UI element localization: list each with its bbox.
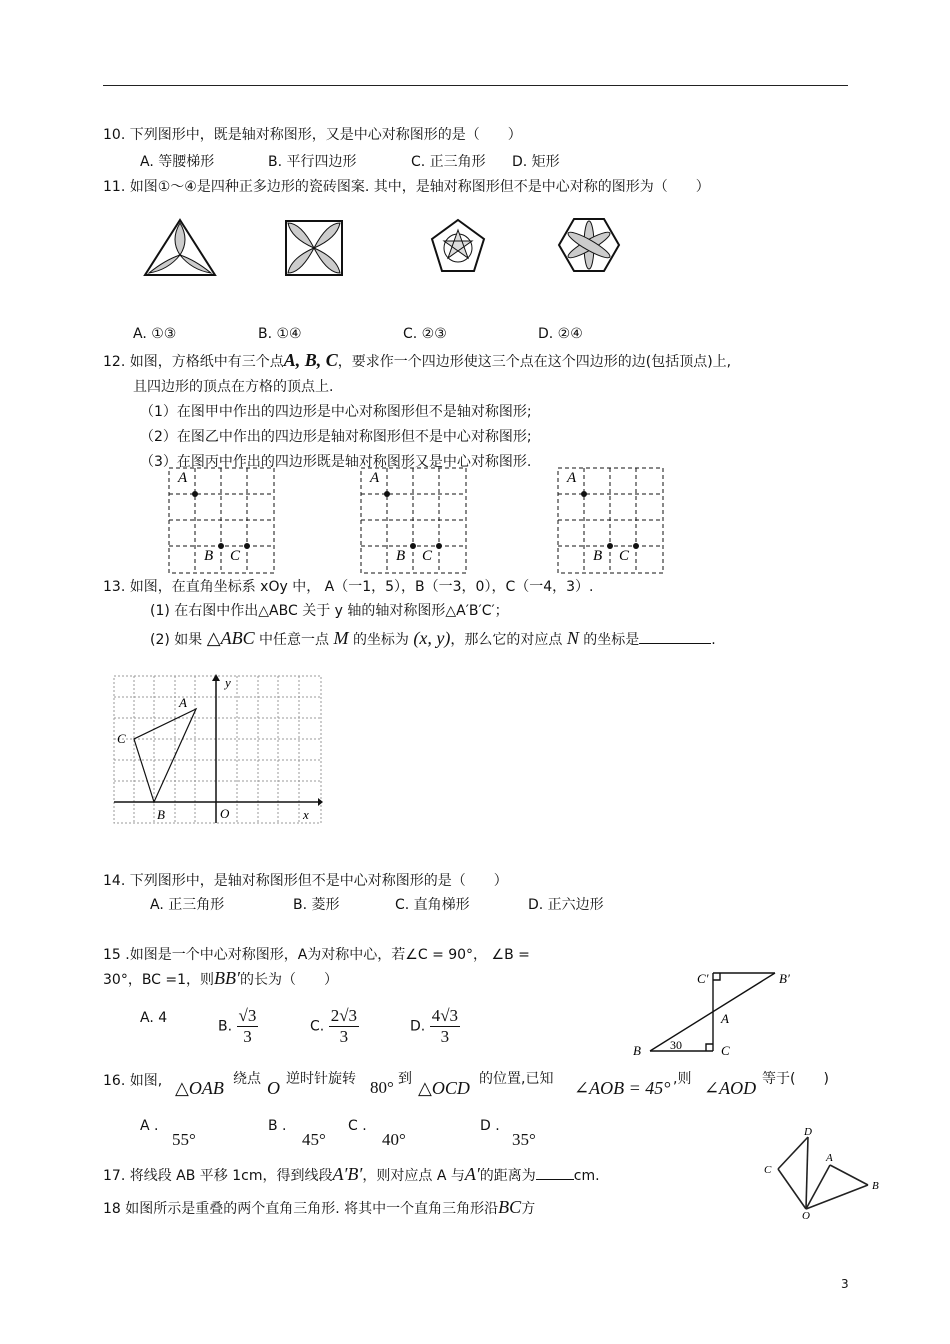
q15-figure xyxy=(625,965,805,1060)
q15-line2 xyxy=(103,968,338,989)
q16-option-b-letter: B . xyxy=(268,1118,287,1134)
q12-stem-a: 12. 如图，方格纸中有三个点 xyxy=(103,354,284,370)
q16-option-d-letter: D . xyxy=(480,1118,500,1134)
q11-stem: 11. 如图①～④是四种正多边形的瓷砖图案. 其中，是轴对称图形但不是中心对称的图形为（ ） xyxy=(103,179,710,195)
q13-sub2 xyxy=(150,628,716,649)
q16-o: O xyxy=(267,1078,280,1098)
q15-option-c-fraction xyxy=(329,1006,359,1047)
q16-label-b: B xyxy=(872,1180,879,1192)
page-number: 3 xyxy=(841,1277,849,1291)
q16-label-a: A xyxy=(826,1152,833,1164)
q15-label-c1: C′ xyxy=(697,971,709,986)
q12-sub-3: （3）在图丙中作出的四边形既是轴对称图形又是中心对称图形. xyxy=(140,454,532,470)
q14-option-a: A. 正三角形 xyxy=(150,897,225,913)
q10-option-b: B. 平行四边形 xyxy=(268,154,357,170)
q13-label-c: C xyxy=(117,731,126,746)
q18-line xyxy=(103,1197,535,1218)
q16-option-c-value: 40° xyxy=(382,1130,406,1149)
q10-option-d: D. 矩形 xyxy=(512,154,560,170)
q13-sub2-e: 的坐标是 xyxy=(583,632,640,648)
q16-tri2: △OCD xyxy=(418,1078,470,1098)
q15-label-c: C xyxy=(721,1043,730,1058)
q11-option-d: D. ②④ xyxy=(538,326,583,342)
q15-option-d-fraction xyxy=(430,1006,460,1047)
q15-option-b xyxy=(218,1006,258,1047)
q12-sub-2: （2）在图乙中作出的四边形是轴对称图形但不是中心对称图形; xyxy=(140,429,532,445)
q16-tri1: △OAB xyxy=(175,1078,224,1098)
q13-label-a: A xyxy=(179,695,187,710)
q15-option-d-num: 4√3 xyxy=(431,1006,459,1025)
q15-option-b-letter: B. xyxy=(218,1018,233,1035)
q16-label-o: O xyxy=(802,1210,810,1220)
q16-f: ,则 xyxy=(673,1071,692,1087)
q13-label-y: y xyxy=(225,675,231,690)
q17-a1: A′ xyxy=(464,1164,480,1184)
q18-bc: BC xyxy=(498,1197,522,1217)
q15-option-b-fraction xyxy=(237,1006,259,1047)
q16-label-c: C xyxy=(764,1164,772,1176)
q17-b: ，则对应点 A 与 xyxy=(362,1168,465,1184)
q16-option-a-letter: A . xyxy=(140,1118,159,1134)
q16-option-a-value: 55° xyxy=(172,1130,196,1149)
q13-n: N xyxy=(566,628,579,648)
grid-jia xyxy=(168,467,276,575)
grid-bing xyxy=(557,467,665,575)
q13-answer-blank[interactable] xyxy=(639,643,711,644)
grid-yi-label-b: B xyxy=(396,548,406,564)
grid-jia-label-c: C xyxy=(230,548,241,564)
tile-pentagon-pattern xyxy=(428,216,488,276)
grid-yi-label-c: C xyxy=(422,548,433,564)
q16-option-c-letter: C . xyxy=(348,1118,367,1134)
q13-coordinate-grid xyxy=(113,673,323,825)
grid-bing-label-a: A xyxy=(567,470,577,486)
q16-d: 到 xyxy=(398,1071,412,1087)
q12-stem-b: ，要求作一个四边形使这三个点在这个四边形的边(包括顶点)上, xyxy=(337,354,732,370)
q15-option-c-num: 2√3 xyxy=(330,1006,358,1025)
q16-stem xyxy=(103,1070,162,1090)
q16-option-d-value: 35° xyxy=(512,1130,536,1149)
q18-b: 方 xyxy=(521,1201,536,1217)
q13-tri: △ABC xyxy=(206,628,255,648)
q13-sub2-b: 中任意一点 xyxy=(259,632,330,648)
header-rule xyxy=(103,85,848,86)
q14-option-b: B. 菱形 xyxy=(293,897,340,913)
tile-triangle-pattern xyxy=(140,215,220,280)
q13-sub1: (1) 在右图中作出△ABC 关于 y 轴的轴对称图形△A′B′C′； xyxy=(150,603,509,619)
q14-option-c: C. 直角梯形 xyxy=(395,897,470,913)
q12-line2: 且四边形的顶点在方格的顶点上. xyxy=(133,379,334,395)
grid-bing-label-c: C xyxy=(619,548,630,564)
q13-sub2-f: . xyxy=(711,632,716,648)
q13-xy: (x, y) xyxy=(413,628,451,648)
q13-m: M xyxy=(333,628,349,648)
q17-a: 17. 将线段 AB 平移 1cm，得到线段 xyxy=(103,1168,333,1184)
q15-option-c xyxy=(310,1006,359,1047)
grid-jia-label-a: A xyxy=(178,470,188,486)
q10-stem: 10. 下列图形中，既是轴对称图形，又是中心对称图形的是（ ） xyxy=(103,127,522,143)
q15-bb: BB′ xyxy=(214,968,240,988)
q15-option-b-den: 3 xyxy=(243,1027,252,1046)
q12-sub-1: （1）在图甲中作出的四边形是中心对称图形但不是轴对称图形; xyxy=(140,404,532,420)
grid-bing-label-b: B xyxy=(593,548,603,564)
q11-option-c: C. ②③ xyxy=(403,326,447,342)
grid-yi xyxy=(360,467,468,575)
q16-aod: ∠AOD xyxy=(704,1078,757,1098)
q15-label-a: A xyxy=(721,1011,729,1026)
q10-option-a: A. 等腰梯形 xyxy=(140,154,215,170)
q15-line2-a: 30°，BC =1，则 xyxy=(103,972,215,988)
q16-label-d: D xyxy=(804,1126,812,1138)
q10-option-c: C. 正三角形 xyxy=(411,154,486,170)
q15-option-c-letter: C. xyxy=(310,1018,325,1035)
q13-label-x: x xyxy=(303,807,309,822)
tile-hexagon-pattern xyxy=(556,215,622,275)
q17-ab: A′B′ xyxy=(332,1164,363,1184)
q16-e: 的位置,已知 xyxy=(479,1071,554,1087)
q13-stem: 13. 如图，在直角坐标系 xOy 中， A（一1，5），B（一3，0），C（一4，3）. xyxy=(103,579,594,595)
q17-answer-blank[interactable] xyxy=(536,1179,574,1180)
q17-d: cm. xyxy=(573,1168,600,1184)
q16-a: 16. 如图, xyxy=(103,1073,163,1089)
q15-option-d-den: 3 xyxy=(440,1027,450,1046)
q11-option-b: B. ①④ xyxy=(258,326,302,342)
q11-option-a: A. ①③ xyxy=(133,326,177,342)
q16-c: 逆时针旋转 xyxy=(286,1071,356,1087)
q13-sub2-c: 的坐标为 xyxy=(352,632,409,648)
q14-stem: 14. 下列图形中，是轴对称图形但不是中心对称图形的是（ ） xyxy=(103,873,508,889)
q15-option-a: A. 4 xyxy=(140,1010,168,1026)
q13-sub2-d: ，那么它的对应点 xyxy=(450,632,563,648)
q17-c: 的距离为 xyxy=(479,1168,536,1184)
q13-sub2-a: (2) 如果 xyxy=(150,632,203,648)
q15-line2-b: 的长为（ ） xyxy=(239,972,338,988)
q15-option-d-letter: D. xyxy=(410,1018,426,1035)
q16-cond: ∠AOB = 45° xyxy=(574,1078,671,1098)
q15-label-b: B xyxy=(633,1043,641,1058)
q16-figure xyxy=(758,1125,888,1220)
q17-line xyxy=(103,1164,600,1185)
tile-square-pattern xyxy=(283,218,345,278)
q18-a: 18 如图所示是重叠的两个直角三角形. 将其中一个直角三角形沿 xyxy=(103,1201,499,1217)
q15-option-b-num: √3 xyxy=(238,1006,257,1025)
q15-line1: 15 .如图是一个中心对称图形，A为对称中心，若∠C = 90°， ∠B = xyxy=(103,947,530,963)
q15-option-d xyxy=(410,1006,460,1047)
q15-label-b1: B′ xyxy=(779,971,790,986)
q15-option-c-den: 3 xyxy=(339,1027,349,1046)
q16-b: 绕点 xyxy=(233,1071,261,1087)
q14-option-d: D. 正六边形 xyxy=(528,897,604,913)
q15-label-angle: 30 xyxy=(670,1038,682,1052)
q12-points: A, B, C xyxy=(283,350,338,370)
grid-yi-label-a: A xyxy=(370,470,380,486)
q16-deg: 80° xyxy=(370,1078,394,1097)
q16-option-b-value: 45° xyxy=(302,1130,326,1149)
q16-g: 等于( ) xyxy=(762,1071,829,1087)
q13-label-b: B xyxy=(157,807,165,822)
grid-jia-label-b: B xyxy=(204,548,214,564)
q13-label-o: O xyxy=(220,806,230,821)
q12-stem xyxy=(103,350,731,371)
